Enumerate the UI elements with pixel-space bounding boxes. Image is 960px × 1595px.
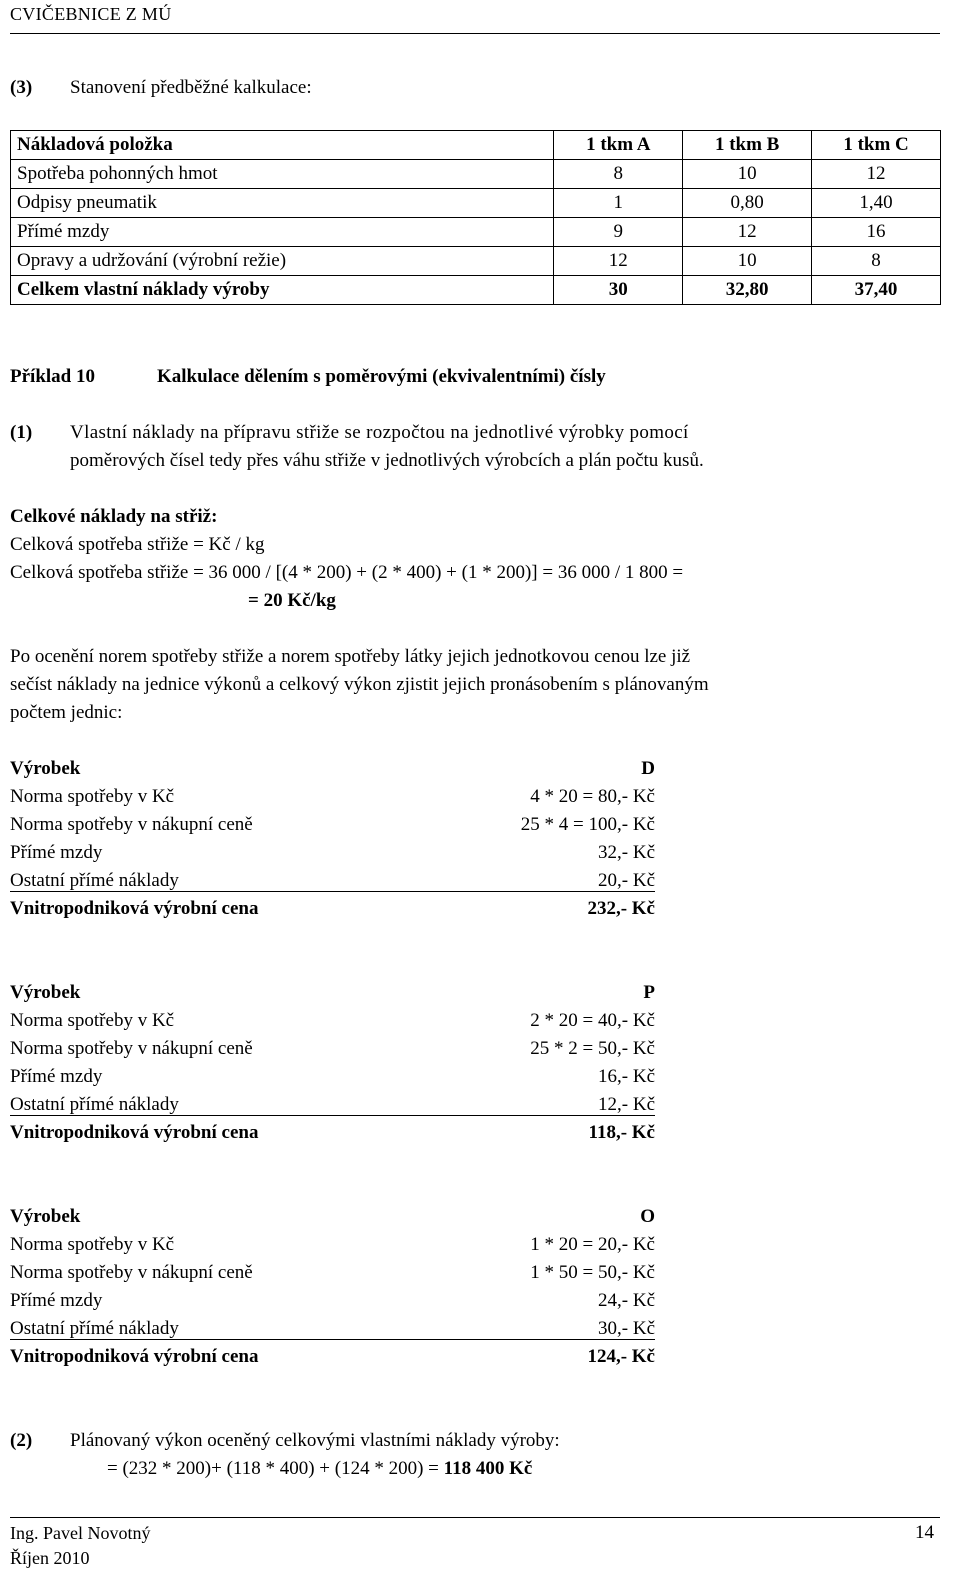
cost-table-header-row (11, 131, 941, 160)
calc-row-value: 1 * 20 = 20,- Kč (530, 1234, 655, 1255)
calc-total-value: 232,- Kč (587, 898, 655, 919)
calc-row-value: 4 * 20 = 80,- Kč (530, 786, 655, 807)
product-header-label: Výrobek (10, 758, 81, 779)
calc-row (10, 1091, 655, 1119)
table-cell: 12 (812, 160, 941, 189)
running-header: CVIČEBNICE Z MÚ (10, 4, 172, 24)
calc-row-label: Norma spotřeby v nákupní ceně (10, 1038, 253, 1059)
calc-row-label: Norma spotřeby v nákupní ceně (10, 814, 253, 835)
product-calculation-d (10, 755, 655, 923)
calc-row (10, 1035, 655, 1063)
cost-table-header-cell: 1 tkm A (554, 131, 683, 160)
step-2-expression: = (232 * 200)+ (118 * 400) + (124 * 200) = (107, 1458, 444, 1479)
step-1-line-1: Vlastní náklady na přípravu střiže se rozpočtou na jednotlivé výrobky pomocí (70, 422, 689, 443)
product-calculation-o (10, 1203, 655, 1371)
sum-rule (10, 1115, 655, 1116)
table-cell: 1 (554, 189, 683, 218)
table-cell: 30 (554, 276, 683, 305)
table-cell: Celkem vlastní náklady výroby (11, 276, 554, 305)
calc-row (10, 1007, 655, 1035)
table-row (11, 189, 941, 218)
product-header-label: Výrobek (10, 982, 81, 1003)
table-cell: 9 (554, 218, 683, 247)
calc-row (10, 1315, 655, 1343)
calc-row-label: Norma spotřeby v Kč (10, 786, 175, 807)
calc-row-value: 25 * 2 = 50,- Kč (530, 1038, 655, 1059)
table-cell: Spotřeba pohonných hmot (11, 160, 554, 189)
calc-row-value: 24,- Kč (598, 1290, 655, 1311)
sum-rule (10, 891, 655, 892)
paragraph-line-3: počtem jednic: (10, 702, 123, 723)
calc-row (10, 867, 655, 895)
total-costs-calc: Celková spotřeba střiže = 36 000 / [(4 * 200) + (2 * 400) + (1 * 200)] = 36 000 / 1 800 = (10, 562, 684, 583)
calc-row-value: 32,- Kč (598, 842, 655, 863)
calc-row-value: 1 * 50 = 50,- Kč (530, 1262, 655, 1283)
calc-total-row (10, 895, 655, 923)
cost-table (10, 130, 941, 305)
table-cell: 0,80 (683, 189, 812, 218)
table-cell: 37,40 (812, 276, 941, 305)
table-cell: 10 (683, 247, 812, 276)
step-2-result: 118 400 Kč (443, 1458, 533, 1479)
table-row (11, 247, 941, 276)
footer-date: Říjen 2010 (10, 1548, 90, 1568)
total-costs-result: = 20 Kč/kg (248, 590, 336, 611)
product-code: D (641, 758, 655, 779)
calc-row-label: Norma spotřeby v Kč (10, 1234, 175, 1255)
product-header-row (10, 755, 655, 783)
table-row (11, 218, 941, 247)
calc-row-value: 20,- Kč (598, 870, 655, 891)
table-cell: Odpisy pneumatik (11, 189, 554, 218)
table-cell: Přímé mzdy (11, 218, 554, 247)
table-cell: 10 (683, 160, 812, 189)
product-code: P (643, 982, 655, 1003)
calc-total-label: Vnitropodniková výrobní cena (10, 1346, 259, 1367)
calc-row-label: Norma spotřeby v Kč (10, 1010, 175, 1031)
table-cell: 8 (554, 160, 683, 189)
example-label: Příklad 10 (10, 366, 95, 387)
section-3-number: (3) (10, 77, 33, 98)
table-cell: 12 (683, 218, 812, 247)
product-header-row (10, 979, 655, 1007)
calc-row (10, 1259, 655, 1287)
header-rule (10, 33, 940, 34)
paragraph-line-2: sečíst náklady na jednice výkonů a celkový výkon zjistit jejich pronásobením s plánovaným (10, 674, 709, 695)
step-2-line-1: Plánovaný výkon oceněný celkovými vlastními náklady výroby: (70, 1430, 560, 1451)
product-header-row (10, 1203, 655, 1231)
calc-row (10, 811, 655, 839)
total-costs-formula: Celková spotřeba střiže = Kč / kg (10, 534, 265, 555)
calc-total-value: 124,- Kč (587, 1346, 655, 1367)
footer-rule (10, 1517, 940, 1518)
example-title: Kalkulace dělením s poměrovými (ekvivalentními) čísly (157, 366, 606, 387)
calc-row-label: Přímé mzdy (10, 1066, 103, 1087)
calc-total-row (10, 1119, 655, 1147)
calc-row (10, 1287, 655, 1315)
step-1-number: (1) (10, 422, 33, 443)
total-costs-heading: Celkové náklady na střiž: (10, 506, 218, 527)
calc-row-value: 30,- Kč (598, 1318, 655, 1339)
table-cell: 1,40 (812, 189, 941, 218)
cost-table-header-cell: 1 tkm C (812, 131, 941, 160)
product-header-label: Výrobek (10, 1206, 81, 1227)
section-3-title: Stanovení předběžné kalkulace: (70, 77, 312, 98)
calc-row-value: 25 * 4 = 100,- Kč (520, 814, 655, 835)
step-1-line-2: poměrových čísel tedy přes váhu střiže v jednotlivých výrobcích a plán počtu kusů. (70, 450, 704, 471)
calc-row-label: Ostatní přímé náklady (10, 870, 179, 891)
calc-row (10, 1063, 655, 1091)
cost-table-total-row (11, 276, 941, 305)
step-2-number: (2) (10, 1430, 33, 1451)
sum-rule (10, 1339, 655, 1340)
table-cell: 32,80 (683, 276, 812, 305)
footer-author: Ing. Pavel Novotný (10, 1523, 151, 1543)
cost-table-header-cell: 1 tkm B (683, 131, 812, 160)
calc-row (10, 783, 655, 811)
paragraph-line-1: Po ocenění norem spotřeby střiže a norem spotřeby látky jejich jednotkovou cenou lze již (10, 646, 691, 667)
step-2-line-2 (107, 1455, 532, 1483)
calc-row (10, 1231, 655, 1259)
calc-row-value: 2 * 20 = 40,- Kč (530, 1010, 655, 1031)
product-code: O (640, 1206, 655, 1227)
calc-row (10, 839, 655, 867)
calc-row-label: Přímé mzdy (10, 1290, 103, 1311)
calc-row-value: 16,- Kč (598, 1066, 655, 1087)
cost-table-header-cell: Nákladová položka (11, 131, 554, 160)
calc-row-label: Norma spotřeby v nákupní ceně (10, 1262, 253, 1283)
calc-row-label: Ostatní přímé náklady (10, 1094, 179, 1115)
calc-row-value: 12,- Kč (598, 1094, 655, 1115)
page-number: 14 (915, 1522, 934, 1543)
product-calculation-p (10, 979, 655, 1147)
calc-total-label: Vnitropodniková výrobní cena (10, 1122, 259, 1143)
table-cell: 12 (554, 247, 683, 276)
calc-total-row (10, 1343, 655, 1371)
table-cell: Opravy a udržování (výrobní režie) (11, 247, 554, 276)
calc-total-value: 118,- Kč (588, 1122, 655, 1143)
calc-row-label: Ostatní přímé náklady (10, 1318, 179, 1339)
table-cell: 8 (812, 247, 941, 276)
calc-total-label: Vnitropodniková výrobní cena (10, 898, 259, 919)
table-cell: 16 (812, 218, 941, 247)
calc-row-label: Přímé mzdy (10, 842, 103, 863)
table-row (11, 160, 941, 189)
